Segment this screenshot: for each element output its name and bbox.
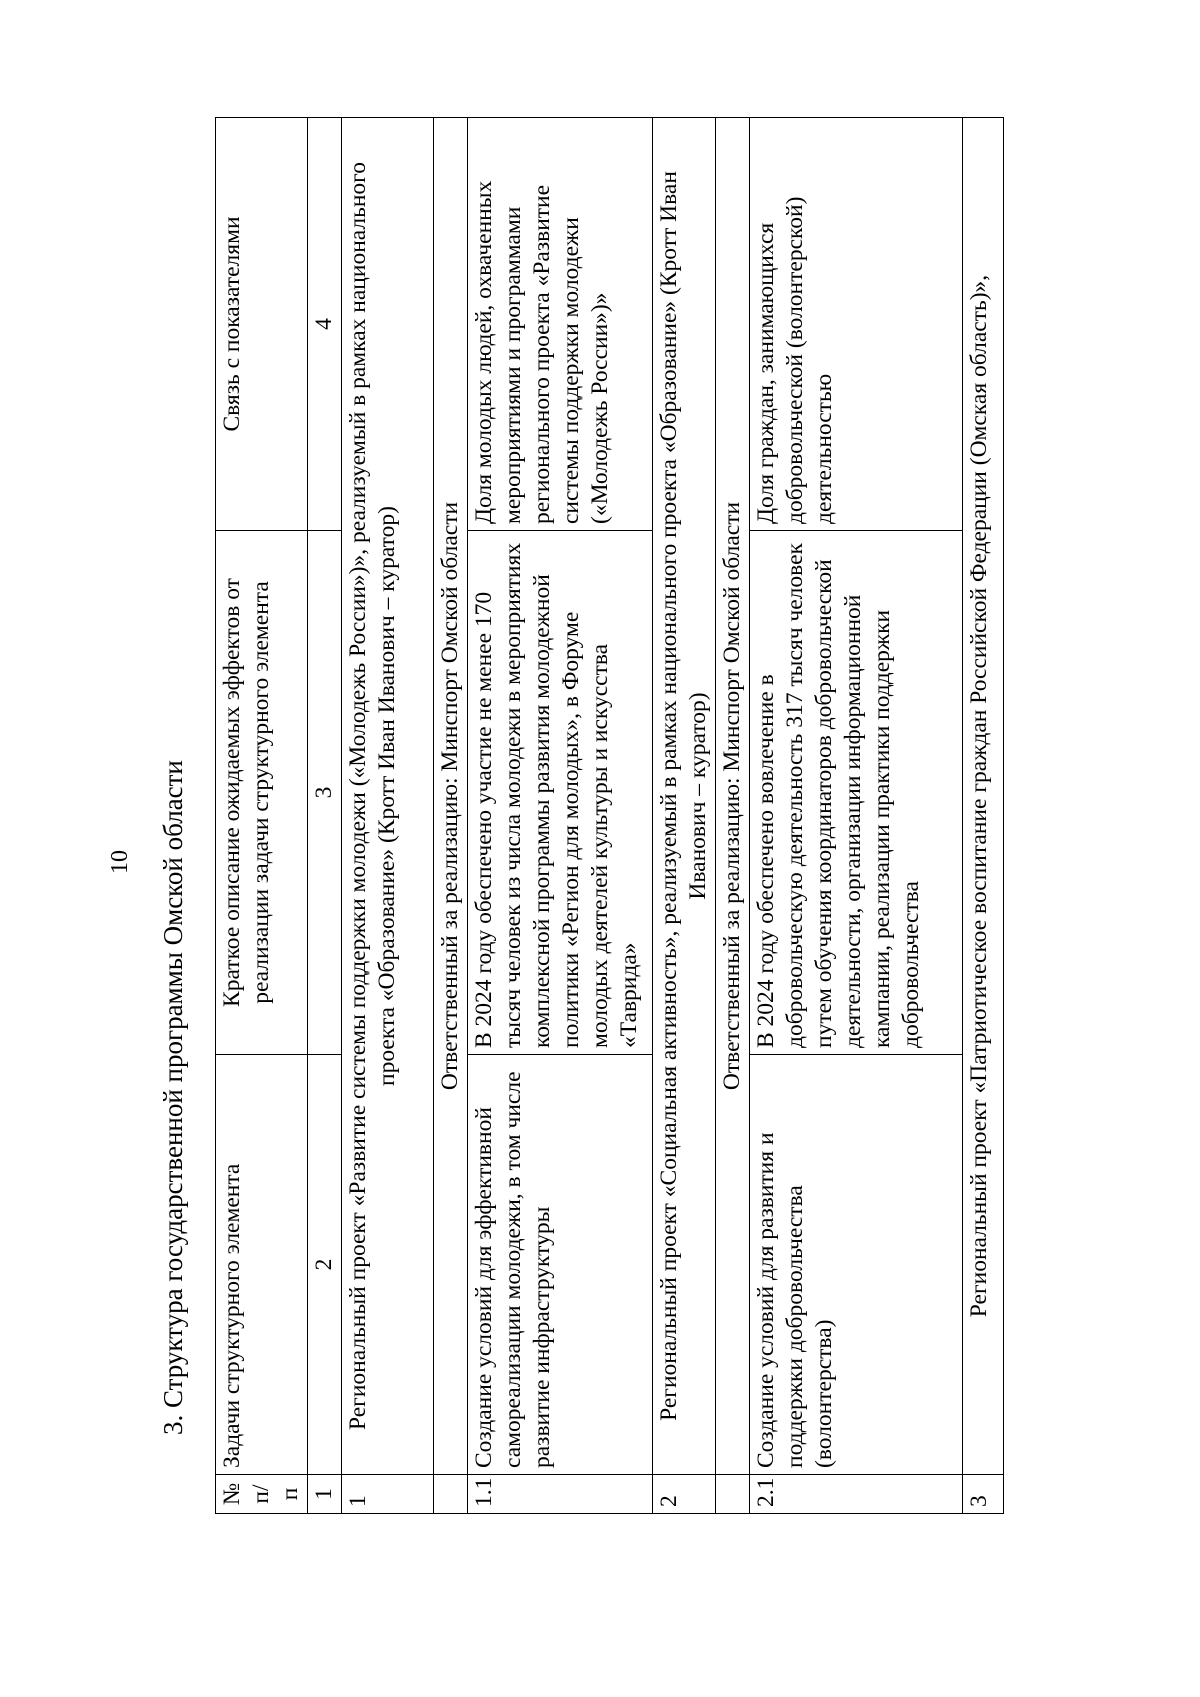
column-number-cell: 1: [308, 1475, 342, 1514]
effect-cell: В 2024 году обеспечено вовлечение в добровольческую деятельность 317 тысяч человек путем обучения координаторов добровольческой деятельности, организации информационной кампании, реализации практики поддержки добровольчества: [750, 531, 963, 1055]
task-row: [468, 118, 653, 1514]
effect-cell: В 2024 году обеспечено участие не менее 170 тысяч человек из числа молодежи в мероприятиях комплексной программы развития молодежной политики «Регион для молодых», в Форуме молодых деятелей культуры и искусства «Таврида»: [468, 531, 653, 1055]
task-row: [750, 118, 963, 1514]
indicator-link-cell: Доля граждан, занимающихся добровольческой (волонтерской) деятельностью: [750, 118, 963, 531]
page-number: 10: [107, 850, 133, 874]
empty-cell: [434, 1475, 468, 1514]
structure-table: [215, 117, 1004, 1514]
task-cell: Создание условий для эффективной самореализации молодежи, в том числе развитие инфраструктуры: [468, 1055, 653, 1475]
responsible-cell: Ответственный за реализацию: Минспорт Омской области: [434, 118, 468, 1475]
project-row: [963, 118, 1004, 1514]
column-number-cell: 2: [308, 1055, 342, 1475]
project-row: [342, 118, 434, 1514]
header-cell-link: Связь с показателями: [216, 118, 308, 531]
column-number-cell: 4: [308, 118, 342, 531]
empty-cell: [716, 1475, 750, 1514]
column-number-row: [308, 118, 342, 1514]
indicator-link-cell: Доля молодых людей, охваченных мероприятиями и программами регионального проекта «Развитие системы поддержки молодежи («Молодежь России»)»: [468, 118, 653, 531]
column-number-cell: 3: [308, 531, 342, 1055]
row-number-cell: 1: [342, 1475, 434, 1514]
header-cell-num: № п/п: [216, 1475, 308, 1514]
header-cell-tasks: Задачи структурного элемента: [216, 1055, 308, 1475]
responsible-row: [716, 118, 750, 1514]
header-row: [216, 118, 308, 1514]
project-row: [653, 118, 716, 1514]
project-title-cell: Региональный проект «Развитие системы поддержки молодежи («Молодежь России»)», реализуемый в рамках национального проекта «Образование» (Кротт Иван Иванович – куратор): [342, 118, 434, 1475]
project-title-cell: Региональный проект «Патриотическое воспитание граждан Российской Федерации (Омская область)»,: [963, 118, 1004, 1475]
row-number-cell: 2.1: [750, 1475, 963, 1514]
row-number-cell: 1.1: [468, 1475, 653, 1514]
header-cell-effects: Краткое описание ожидаемых эффектов от реализации задачи структурного элемента: [216, 531, 308, 1055]
project-title-cell: Региональный проект «Социальная активность», реализуемый в рамках национального проекта «Образование» (Кротт Иван Иванович – куратор): [653, 118, 716, 1475]
row-number-cell: 2: [653, 1475, 716, 1514]
row-number-cell: 3: [963, 1475, 1004, 1514]
section-heading: 3. Структура государственной программы Омской области: [158, 760, 188, 1435]
task-cell: Создание условий для развития и поддержки добровольчества (волонтерства): [750, 1055, 963, 1475]
responsible-cell: Ответственный за реализацию: Минспорт Омской области: [716, 118, 750, 1475]
responsible-row: [434, 118, 468, 1514]
